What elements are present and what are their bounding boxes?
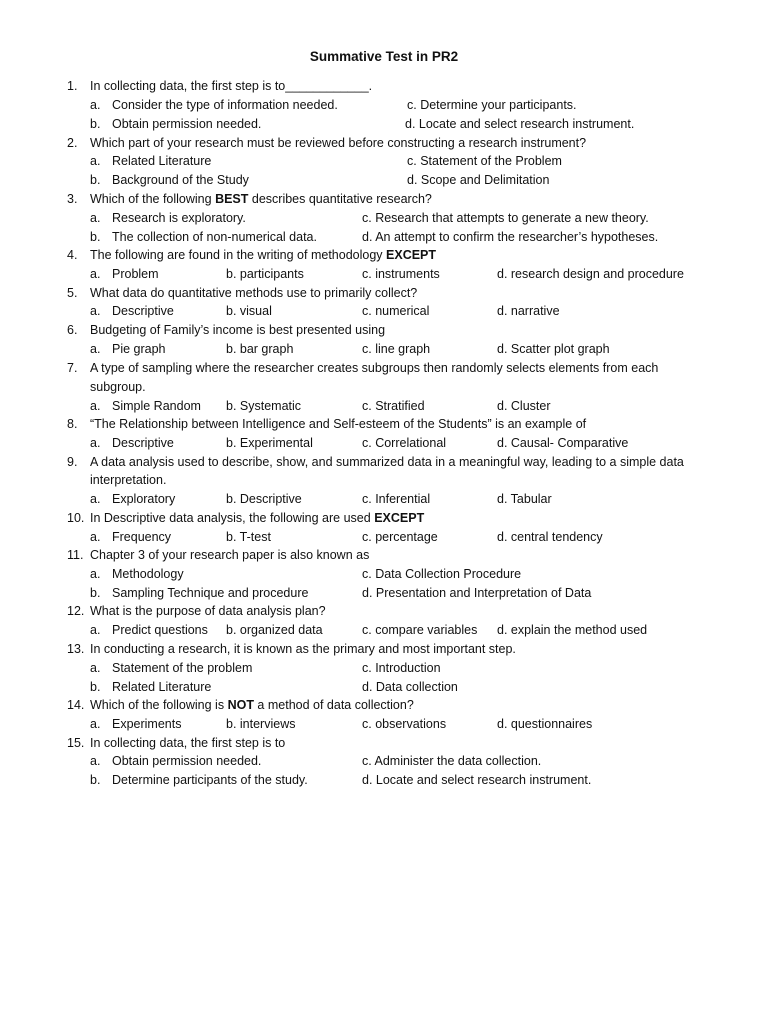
option-8d [497, 435, 628, 451]
option-10b [226, 529, 271, 545]
question-text: Chapter 3 of your research paper is also known as [90, 548, 370, 562]
option-9b [226, 491, 302, 507]
option-label: b. [90, 117, 101, 131]
option-1c [407, 97, 577, 113]
option-11d [362, 585, 591, 601]
question-9-continuation [90, 472, 166, 488]
option-label: a. [90, 211, 101, 225]
option-12d [497, 622, 647, 638]
option-text: c. numerical [362, 304, 430, 318]
option-text: b. organized data [226, 623, 323, 637]
option-text: b. Systematic [226, 399, 302, 413]
question-text: What is the purpose of data analysis plan? [90, 604, 326, 618]
option-text: c. observations [362, 717, 447, 731]
option-6d [497, 341, 610, 357]
option-7b [226, 398, 301, 414]
option-text: d. questionnaires [497, 717, 593, 731]
option-text: b. Descriptive [226, 492, 302, 506]
option-text: c. Inferential [362, 492, 431, 506]
question-number: 8. [67, 417, 78, 431]
option-text: Problem [112, 267, 159, 281]
question-text-post: describes quantitative research? [248, 192, 432, 206]
option-text: Obtain permission needed. [112, 754, 262, 768]
option-13d [362, 679, 458, 695]
option-text: d. Scatter plot graph [497, 342, 610, 356]
option-label: b. [90, 680, 101, 694]
option-label: a. [90, 342, 101, 356]
option-text: c. Statement of the Problem [407, 154, 562, 168]
option-text: d. research design and procedure [497, 267, 684, 281]
option-text: Related Literature [112, 154, 212, 168]
option-text: d. Scope and Delimitation [407, 173, 550, 187]
option-text: Determine participants of the study. [112, 773, 308, 787]
option-label: a. [90, 567, 101, 581]
option-2d [407, 172, 549, 188]
option-text: Background of the Study [112, 173, 249, 187]
question-number: 13. [67, 642, 85, 656]
option-label: a. [90, 399, 101, 413]
option-12c [362, 622, 477, 638]
option-3c [362, 210, 649, 226]
question-number: 9. [67, 455, 78, 469]
option-text: Research is exploratory. [112, 211, 246, 225]
option-8c [362, 435, 446, 451]
question-number: 15. [67, 736, 85, 750]
question-text: Budgeting of Family’s income is best presented using [90, 323, 386, 337]
question-number: 4. [67, 248, 78, 262]
option-label: a. [90, 98, 101, 112]
option-text: d. central tendency [497, 530, 603, 544]
option-10c [362, 529, 438, 545]
option-2c [407, 153, 562, 169]
question-text [90, 510, 424, 526]
option-text: d. narrative [497, 304, 560, 318]
option-text: b. interviews [226, 717, 296, 731]
option-label: a. [90, 717, 101, 731]
option-9c [362, 491, 430, 507]
option-text: Experiments [112, 717, 182, 731]
option-text: c. Correlational [362, 436, 447, 450]
option-4c [362, 266, 440, 282]
option-text: Obtain permission needed. [112, 117, 262, 131]
option-text: c. compare variables [362, 623, 478, 637]
option-text: c. percentage [362, 530, 438, 544]
option-text: Predict questions [112, 623, 208, 637]
emphasis-word: NOT [227, 698, 254, 712]
option-text: Frequency [112, 530, 172, 544]
option-1d [405, 116, 634, 132]
question-text-pre: In Descriptive data analysis, the following are used [90, 511, 375, 525]
option-text: d. Locate and select research instrument. [405, 117, 635, 131]
option-text: d. Presentation and Interpretation of Data [362, 586, 592, 600]
option-6c [362, 341, 430, 357]
emphasis-word: EXCEPT [374, 511, 425, 525]
option-4b [226, 266, 304, 282]
option-text: d. Causal- Comparative [497, 436, 629, 450]
emphasis-word: EXCEPT [386, 248, 437, 262]
option-text: d. Data collection [362, 680, 458, 694]
option-text: Exploratory [112, 492, 176, 506]
option-text: The collection of non-numerical data. [112, 230, 317, 244]
option-12b [226, 622, 323, 638]
option-11c [362, 566, 521, 582]
option-7c [362, 398, 425, 414]
option-label: a. [90, 267, 101, 281]
question-text [90, 247, 436, 263]
question-text-line2: interpretation. [90, 473, 167, 487]
option-14b [226, 716, 295, 732]
option-label: a. [90, 623, 101, 637]
document-title: Summative Test in PR2 [309, 49, 459, 64]
option-label: a. [90, 661, 101, 675]
option-text: b. T-test [226, 530, 271, 544]
option-14d [497, 716, 592, 732]
question-text-pre: Which of the following [90, 192, 216, 206]
option-5b [226, 303, 272, 319]
option-text: c. line graph [362, 342, 431, 356]
option-10d [497, 529, 603, 545]
question-number: 3. [67, 192, 78, 206]
question-text [90, 191, 432, 207]
option-text: Simple Random [112, 399, 201, 413]
option-text: d. Tabular [497, 492, 552, 506]
option-6b [226, 341, 293, 357]
question-text-post: a method of data collection? [253, 698, 414, 712]
question-text: A data analysis used to describe, show, and summarized data in a meaningful way, leading to a simple data [90, 455, 684, 469]
option-text: d. Cluster [497, 399, 551, 413]
question-number: 5. [67, 286, 78, 300]
question-text-pre: Which of the following is [90, 698, 228, 712]
option-text: c. Introduction [362, 661, 441, 675]
question-text: “The Relationship between Intelligence and Self-esteem of the Students” is an example of [90, 417, 587, 431]
option-text: b. Experimental [226, 436, 313, 450]
option-14c [362, 716, 446, 732]
option-label: b. [90, 230, 101, 244]
option-text: Descriptive [112, 436, 174, 450]
option-label: a. [90, 530, 101, 544]
option-label: a. [90, 436, 101, 450]
option-text: d. Locate and select research instrument. [362, 773, 592, 787]
question-number: 12. [67, 604, 85, 618]
option-label: a. [90, 304, 101, 318]
question-number: 7. [67, 361, 78, 375]
option-13c [362, 660, 441, 676]
option-text: Related Literature [112, 680, 212, 694]
option-text: c. Stratified [362, 399, 425, 413]
option-3d [362, 229, 658, 245]
option-9d [497, 491, 552, 507]
option-label: b. [90, 773, 101, 787]
option-text: Descriptive [112, 304, 174, 318]
question-number: 11. [67, 548, 84, 562]
option-text: d. explain the method used [497, 623, 648, 637]
option-text: Consider the type of information needed. [112, 98, 338, 112]
question-text: In collecting data, the first step is to [90, 736, 286, 750]
option-label: a. [90, 754, 101, 768]
option-4d [497, 266, 684, 282]
option-8b [226, 435, 313, 451]
option-label: a. [90, 154, 101, 168]
question-text: What data do quantitative methods use to primarily collect? [90, 286, 418, 300]
question-number: 10. [67, 511, 85, 525]
question-number: 1. [67, 79, 78, 93]
question-number: 2. [67, 136, 78, 150]
option-text: b. bar graph [226, 342, 294, 356]
question-7-continuation [90, 379, 146, 395]
option-text: b. participants [226, 267, 304, 281]
option-7d [497, 398, 551, 414]
option-5c [362, 303, 429, 319]
emphasis-word: BEST [215, 192, 249, 206]
option-text: Statement of the problem [112, 661, 253, 675]
option-text: c. Research that attempts to generate a new theory. [362, 211, 649, 225]
option-text: Methodology [112, 567, 184, 581]
question-text: In conducting a research, it is known as the primary and most important step. [90, 642, 516, 656]
option-text: Sampling Technique and procedure [112, 586, 309, 600]
option-text: c. Administer the data collection. [362, 754, 542, 768]
option-15d [362, 772, 591, 788]
question-number: 14. [67, 698, 85, 712]
option-text: b. visual [226, 304, 272, 318]
option-label: b. [90, 586, 101, 600]
question-text [90, 697, 414, 713]
option-label: b. [90, 173, 101, 187]
option-text: Pie graph [112, 342, 166, 356]
option-label: a. [90, 492, 101, 506]
option-15c [362, 753, 541, 769]
question-text-pre: The following are found in the writing of methodology [90, 248, 387, 262]
question-text: Which part of your research must be reviewed before constructing a research instrument? [90, 136, 587, 150]
option-text: c. Determine your participants. [407, 98, 577, 112]
option-text: c. Data Collection Procedure [362, 567, 522, 581]
option-text: d. An attempt to confirm the researcher’s hypotheses. [362, 230, 659, 244]
option-text: c. instruments [362, 267, 440, 281]
question-number: 6. [67, 323, 78, 337]
option-5d [497, 303, 560, 319]
question-text: In collecting data, the first step is to____________. [90, 79, 373, 93]
question-text-line2: subgroup. [90, 380, 146, 394]
question-text: A type of sampling where the researcher creates subgroups then randomly selects elements from each [90, 361, 659, 375]
